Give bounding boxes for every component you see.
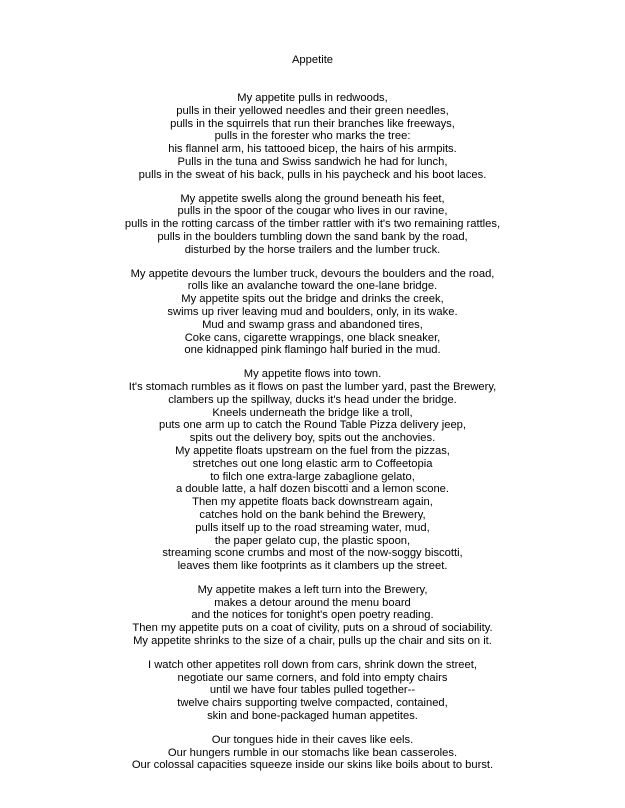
poem-line: disturbed by the horse trailers and the lumber truck. [184,243,441,256]
poem-line: until we have four tables pulled together-- [209,684,416,697]
poem-line: Coke cans, cigarette wrappings, one black sneaker, [184,331,441,344]
poem-line: Pulls in the tuna and Swiss sandwich he had for lunch, [177,155,448,168]
poem-line: My appetite makes a left turn into the Brewery, [197,583,428,596]
poem-line: It's stomach rumbles as it flows on past the lumber yard, past the Brewery, [128,380,497,393]
poem-line: Our colossal capacities squeeze inside our skins like boils about to burst. [131,759,494,772]
poem-line: My appetite pulls in redwoods, [237,92,388,104]
poem-line: catches hold on the bank behind the Brewery, [199,508,426,521]
poem-line: makes a detour around the menu board [214,596,411,609]
stanza [0,92,625,182]
poem-line: Kneels underneath the bridge like a troll, [212,406,413,419]
poem-line: spits out the delivery boy, spits out the anchovies. [189,432,436,445]
poem-line: My appetite devours the lumber truck, devours the boulders and the road, [130,267,495,280]
poem-line: My appetite flows into town. [243,368,382,381]
poem-line: pulls in the squirrels that run their branches like freeways, [170,117,455,130]
poem-line: pulls in the rotting carcass of the timber rattler with it's two remaining rattles, [124,218,501,231]
poem-line: twelve chairs supporting twelve compacted, contained, [177,697,448,710]
poem-line: My appetite swells along the ground beneath his feet, [180,192,445,205]
poem-line: Then my appetite floats back downstream again, [192,496,433,509]
poem-line: pulls in the boulders tumbling down the sand bank by the road, [157,230,468,243]
stanza [0,193,625,257]
stanza [0,268,625,358]
poem-line: Mud and swamp grass and abandoned tires, [202,318,423,331]
poem-title: Appetite [291,54,334,66]
poem-line: I watch other appetites roll down from cars, shrink down the street, [148,658,477,671]
poem-line: a double latte, a half dozen biscotti and a lemon scone. [175,483,450,496]
poem-line: the paper gelato cup, the plastic spoon, [214,534,411,547]
poem-line: pulls in the sweat of his back, pulls in his paycheck and his boot laces. [138,168,487,181]
poem-body [0,92,625,783]
poem-line: stretches out one long elastic arm to Coffeetopia [192,457,433,470]
poem-line: Our tongues hide in their caves like eels. [211,733,414,746]
poem-line: to filch one extra-large zabaglione gelato, [210,470,415,483]
poem-line: skin and bone-packaged human appetites. [207,710,418,723]
poem-line: his flannel arm, his tattooed bicep, the hairs of his armpits. [168,143,457,156]
poem-line: leaves them like footprints as it clambers up the street. [177,560,448,573]
poem-line: puts one arm up to catch the Round Table Pizza delivery jeep, [158,419,466,432]
poem-line: and the notices for tonight's open poetry reading. [191,609,434,622]
poem-line: pulls in their yellowed needles and their green needles, [176,104,449,117]
poem-line: pulls itself up to the road streaming water, mud, [195,521,430,534]
poem-line: My appetite shrinks to the size of a chair, pulls up the chair and sits on it. [133,635,492,648]
poem-line: rolls like an avalanche toward the one-lane bridge. [187,280,438,293]
poem-line: negotiate our same corners, and fold into empty chairs [177,671,448,684]
stanza [0,734,625,772]
stanza [0,584,625,648]
poem-line: streaming scone crumbs and most of the now-soggy biscotti, [162,547,463,560]
poem-line: My appetite floats upstream on the fuel from the pizzas, [175,444,450,457]
poem-line: clambers up the spillway, ducks it's head under the bridge. [168,393,457,406]
poem-line: one kidnapped pink flamingo half buried in the mud. [184,344,441,357]
stanza [0,368,625,573]
poem-line: Our hungers rumble in our stomachs like bean casseroles. [167,746,458,759]
poem-line: Then my appetite puts on a coat of civility, puts on a shroud of sociability. [132,622,493,635]
poem-line: pulls in the spoor of the cougar who lives in our ravine, [177,205,448,218]
stanza [0,659,625,723]
poem-line: swims up river leaving mud and boulders, only, in its wake. [167,305,458,318]
poem-line: pulls in the forester who marks the tree: [214,130,411,143]
poem-line: My appetite spits out the bridge and drinks the creek, [181,293,444,306]
